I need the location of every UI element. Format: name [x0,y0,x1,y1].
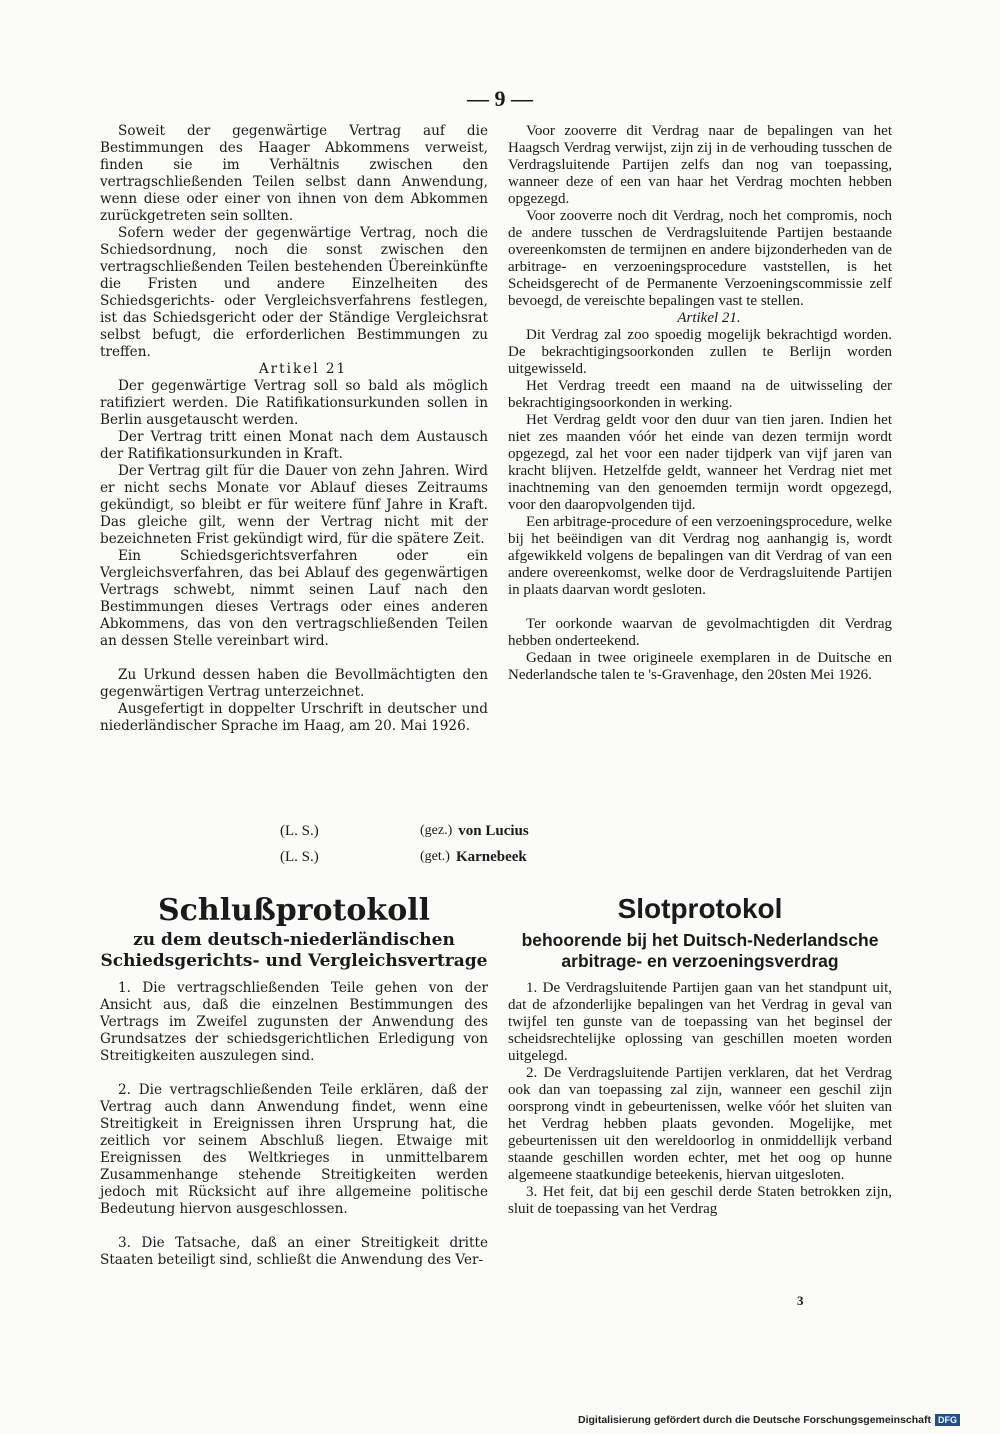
seal-mark: (L. S.) [280,822,319,839]
paragraph: Het Verdrag treedt een maand na de uitwisseling der bekrachtigingsoorkonden in werking. [508,378,892,411]
german-column [100,123,488,735]
paragraph: 3. Het feit, dat bij een geschil derde Staten betrokken zijn, sluit de toepassing van het Verdrag [508,1184,892,1217]
paragraph: Dit Verdrag zal zoo spoedig mogelijk bekrachtigd worden. De bekrachtigingsoorkonden zullen te Berlijn worden uitgewisseld. [508,327,892,377]
paragraph: 2. De Verdragsluitende Partijen verklaren, dat het Verdrag ook dan van toepassing zal zijn, wanneer een geschil zijn oorsprong vindt in gebeurtenissen, welke vóór het sluiten van het Verdrag hebben plaats gevonden. Mogelijke, met gebeurtenissen uit den wereldoorlog in onmiddellijk verband staande geschillen worden echter, met het oog op hunne algemeene staatkundige beteekenis, hiervan uitgesloten. [508,1065,892,1183]
signatory-name: Karnebeek [455,848,527,865]
paragraph: Gedaan in twee origineele exemplaren in de Duitsche en Nederlandsche talen te 's-Gravenhage, den 20sten Mei 1926. [508,650,892,683]
protocol-title-german: Schlußprotokoll [158,893,430,928]
paragraph: 2. Die vertragschließenden Teile erklären, daß der Vertrag auch dann Anwendung findet, wenn eine Streitigkeit in Ereignissen ihren Ursprung hat, die zeitlich vor seinem Abschluß liegen. Etwaige mit Ereignissen des Weltkrieges in unmittelbarem Zusammenhange stehende Streitigkeiten werden jedoch mit Rücksicht auf ihre allgemeine politische Bedeutung hiervon ausgeschlossen. [100,1082,488,1217]
paragraph: Zu Urkund dessen haben die Bevollmächtigten den gegenwärtigen Vertrag unterzeichnet. [100,667,488,700]
paragraph: Een arbitrage-procedure of een verzoeningsprocedure, welke bij het beëindigen van dit Verdrag nog aanhangig is, wordt afgewikkeld volgens de bepalingen van dit Verdrag of van een andere overeenkomst, welke door de Verdragsluitende Partijen in plaats daarvan wordt gesloten. [508,514,892,598]
paragraph: Ausgefertigt in doppelter Urschrift in deutscher und niederländischer Sprache im Haag, am 20. Mai 1926. [100,701,488,734]
protocol-subtitle-german: zu dem deutsch-niederländischen Schiedsgerichts- und Vergleichsvertrage [100,930,488,971]
dfg-logo-icon: DFG [935,1414,960,1426]
german-protocol-column [100,980,488,1269]
digitization-credit [578,1414,960,1426]
paragraph: Voor zooverre dit Verdrag naar de bepalingen van het Haagsch Verdrag verwijst, zijn zij in de verhouding tusschen de Verdragsluitende Partijen zelfs dan nog van toepassing, wanneer deze of een van haar het Verdrag mochten hebben opgezegd. [508,123,892,207]
signature-row [280,844,680,870]
seal-mark: (L. S.) [280,848,319,865]
protocol-subtitle-dutch: behoorende bij het Duitsch-Nederlandsche arbitrage- en verzoeningsverdrag [521,930,879,971]
signature-block [280,818,680,870]
article-heading: Artikel 21 [258,361,348,377]
paragraph: 1. De Verdragsluitende Partijen gaan van het standpunt uit, dat de afzonderlijke bepalingen van het Verdrag in geval van twijfel ten gunste van de toepassing van het beginsel der scheidsrechtelijke oplossing van geschillen moeten worden uitgelegd. [508,980,892,1064]
paragraph: Ein Schiedsgerichtsverfahren oder ein Vergleichsverfahren, das bei Ablauf des gegenwärtigen Vertrags schwebt, nimmt seinen Lauf nach den Bestimmungen dieses Vertrags oder eines anderen Abkommens, das von den vertragschließenden Teilen an dessen Stelle vereinbart wird. [100,548,488,649]
paragraph: Het Verdrag geldt voor den duur van tien jaren. Indien het niet zes maanden vóór het einde van dezen termijn wordt opgezegd, zal het voor een nader tijdperk van vijf jaren van kracht blijven. Hetzelfde geldt, wanneer het Verdrag niet met inachtneming van den genoemden termijn wordt opgezegd, voor den daaropvolgenden tijd. [508,412,892,513]
paragraph: Der Vertrag gilt für die Dauer von zehn Jahren. Wird er nicht sechs Monate vor Ablauf dieses Zeitraums gekündigt, so bleibt er für weitere fünf Jahre in Kraft. Das gleiche gilt, wenn der Vertrag nicht mit der bezeichneten Frist gekündigt wird, für die spätere Zeit. [100,463,488,547]
signatory-name: von Lucius [458,822,529,839]
paragraph: Der gegenwärtige Vertrag soll so bald als möglich ratifiziert werden. Die Ratifikationsurkunden sollen in Berlin ausgetauscht werden. [100,378,488,428]
paragraph: Voor zooverre noch dit Verdrag, noch het compromis, noch de andere tusschen de Verdragsluitende Partijen bestaande overeenkomsten de termijnen en andere bijzonderheden van de arbitrage- en verzoeningsprocedure vaststellen, is het Scheidsgerecht of de Permanente Verzoeningscommissie zelf bevoegd, de vereischte bepalingen vast te stellen. [508,208,892,309]
signature-prefix: (get.) [420,849,450,864]
paragraph: Ter oorkonde waarvan de gevolmachtigden dit Verdrag hebben onderteekend. [508,616,892,649]
page-number: — 9 — [467,86,533,111]
dutch-column [508,123,892,684]
paragraph: 1. Die vertragschließenden Teile gehen von der Ansicht aus, daß die einzelnen Bestimmungen des Vertrags im Zweifel zugunsten der Anwendung des Grundsatzes der schiedsgerichtlichen Erledigung von Streitigkeiten auszulegen sind. [100,980,488,1064]
paragraph: Sofern weder der gegenwärtige Vertrag, noch die Schiedsordnung, noch die sonst zwischen den vertragschließenden Teilen bestehenden Übereinkünfte die Fristen und andere Einzelheiten des Schiedsgerichts- oder Vergleichsverfahrens festlegen, ist das Schiedsgericht oder der Ständige Vergleichsrat selbst befugt, die erforderlichen Bestimmungen zu treffen. [100,225,488,360]
sheet-number: 3 [797,1293,804,1308]
signature-row [280,818,680,844]
article-heading: Artikel 21. [677,310,741,326]
dutch-protocol-column [508,980,892,1218]
signature-prefix: (gez.) [420,823,453,838]
credit-text: Digitalisierung gefördert durch die Deutsche Forschungsgemeinschaft [578,1414,931,1426]
paragraph: 3. Die Tatsache, daß an einer Streitigkeit dritte Staaten beteiligt sind, schließt die Anwendung des Ver- [100,1235,488,1268]
protocol-title-dutch: Slotprotokol [617,893,783,924]
paragraph: Der Vertrag tritt einen Monat nach dem Austausch der Ratifikationsurkunden in Kraft. [100,429,488,462]
paragraph: Soweit der gegenwärtige Vertrag auf die Bestimmungen des Haager Abkommens verweist, finden sie im Verhältnis zwischen den vertragschließenden Teilen selbst dann Anwendung, wenn diese oder einer von ihnen von dem Abkommen zurückgetreten sein sollten. [100,123,488,224]
